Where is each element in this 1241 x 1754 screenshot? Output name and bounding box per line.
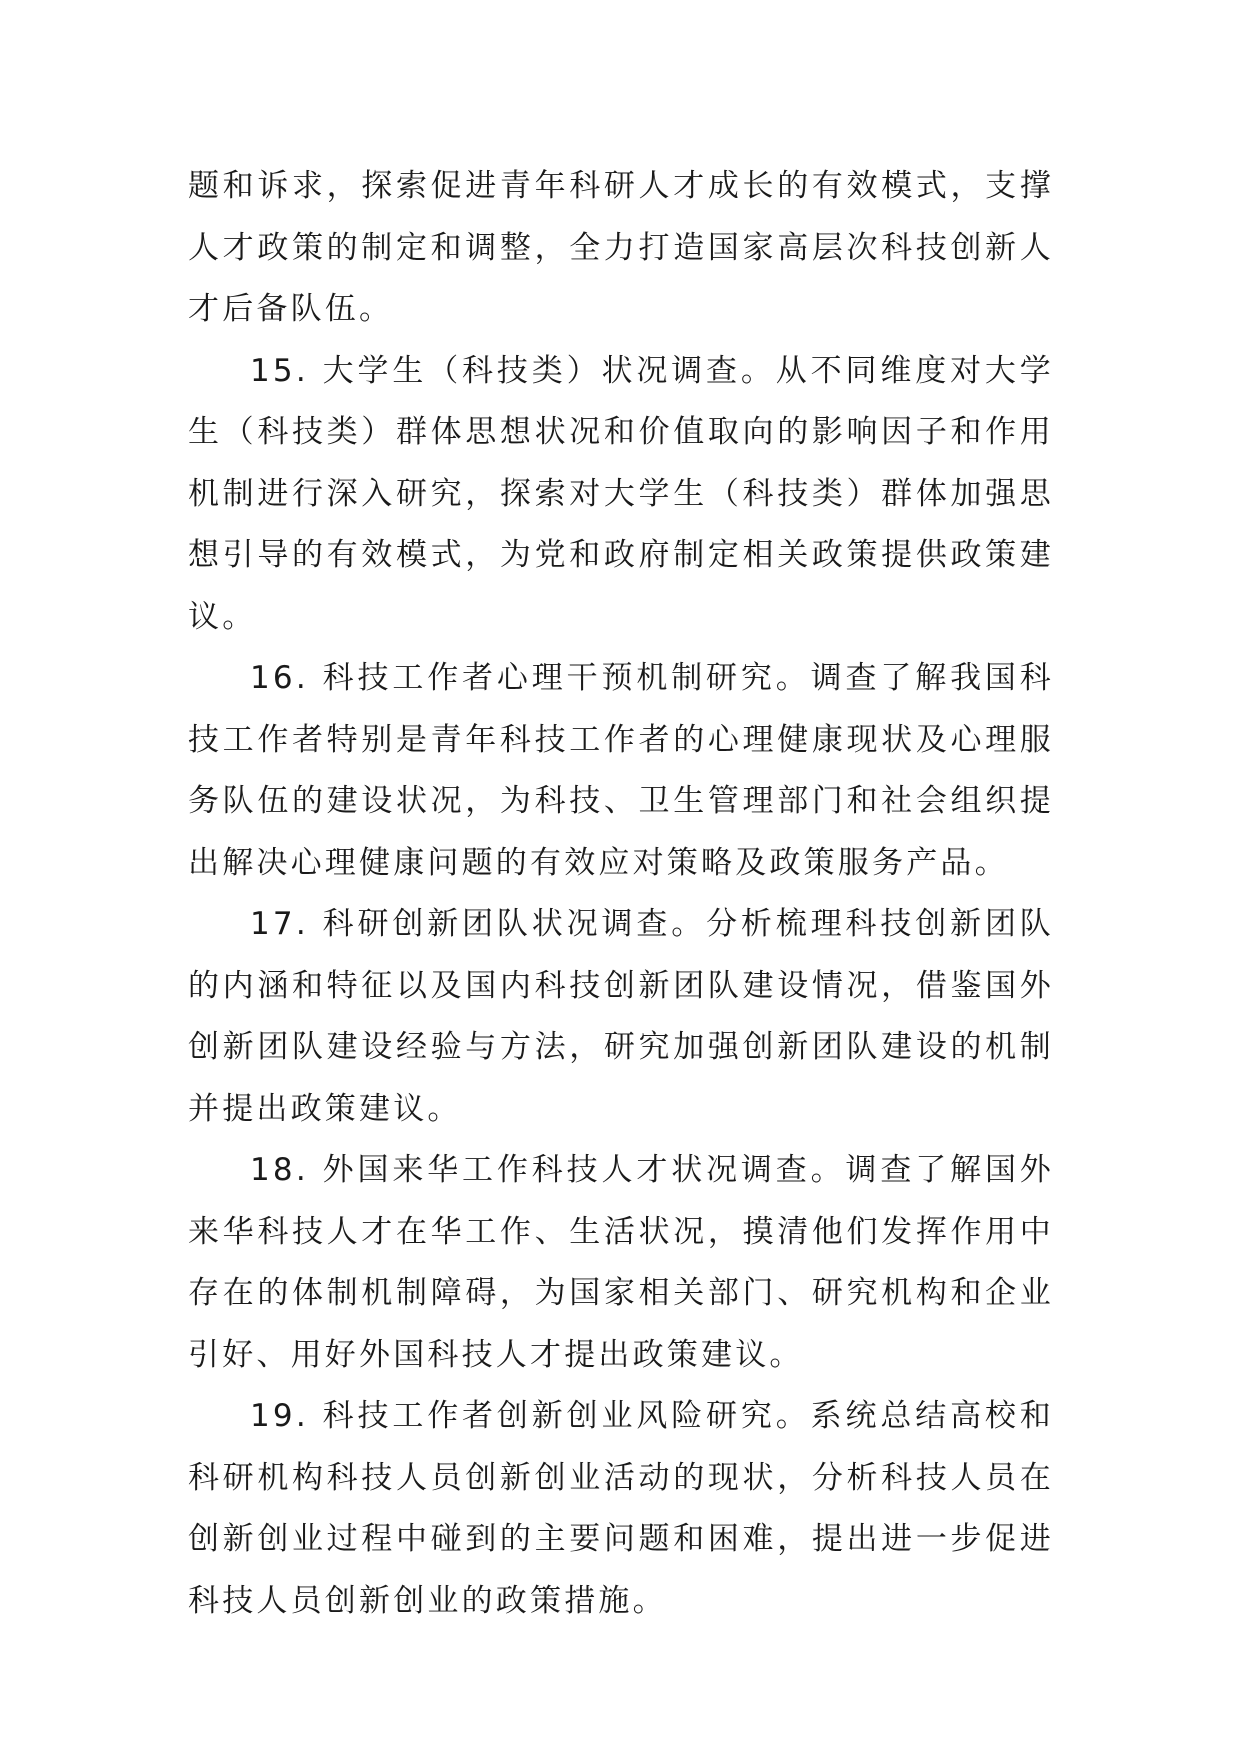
- paragraph-body: 分析梳理科技创新团队的内涵和特征以及国内科技创新团队建设情况，借鉴国外创新团队建设经验与方法，研究加强创新团队建设的机制并提出政策建议。: [188, 906, 1055, 1127]
- paragraph-heading: 15. 大学生（科技类）状况调查。: [250, 352, 776, 389]
- paragraph-body: 调查了解国外来华科技人才在华工作、生活状况，摸清他们发挥作用中存在的体制机制障碍，为国家相关部门、研究机构和企业引好、用好外国科技人才提出政策建议。: [188, 1152, 1055, 1373]
- paragraph-heading: 19. 科技工作者创新创业风险研究。: [250, 1398, 811, 1434]
- paragraph-continuation: [188, 156, 1054, 341]
- paragraph-body: 系统总结高校和科研机构科技人员创新创业活动的现状，分析科技人员在创新创业过程中碰到的主要问题和困难，提出进一步促进科技人员创新创业的政策措施。: [188, 1398, 1054, 1619]
- paragraph-heading: 18. 外国来华工作科技人才状况调查。: [250, 1152, 846, 1188]
- paragraph-item-17: [188, 894, 1054, 1140]
- paragraph-item-18: [188, 1140, 1054, 1386]
- paragraph-item-15: [188, 341, 1054, 649]
- paragraph-item-16: [188, 648, 1054, 894]
- paragraph-body: 调查了解我国科技工作者特别是青年科技工作者的心理健康现状及心理服务队伍的建设状况，为科技、卫生管理部门和社会组织提出解决心理健康问题的有效应对策略及政策服务产品。: [188, 660, 1054, 881]
- paragraph-body: 从不同维度对大学生（科技类）群体思想状况和价值取向的影响因子和作用机制进行深入研究，探索对大学生（科技类）群体加强思想引导的有效模式，为党和政府制定相关政策提供政策建议。: [188, 352, 1054, 635]
- document-body: [188, 156, 1054, 1632]
- paragraph-item-19: [188, 1386, 1054, 1632]
- paragraph-heading: 17. 科研创新团队状况调查。: [250, 906, 707, 942]
- paragraph-body: 题和诉求，探索促进青年科研人才成长的有效模式，支撑人才政策的制定和调整，全力打造国家高层次科技创新人才后备队伍。: [188, 168, 1054, 327]
- paragraph-heading: 16. 科技工作者心理干预机制研究。: [250, 660, 811, 696]
